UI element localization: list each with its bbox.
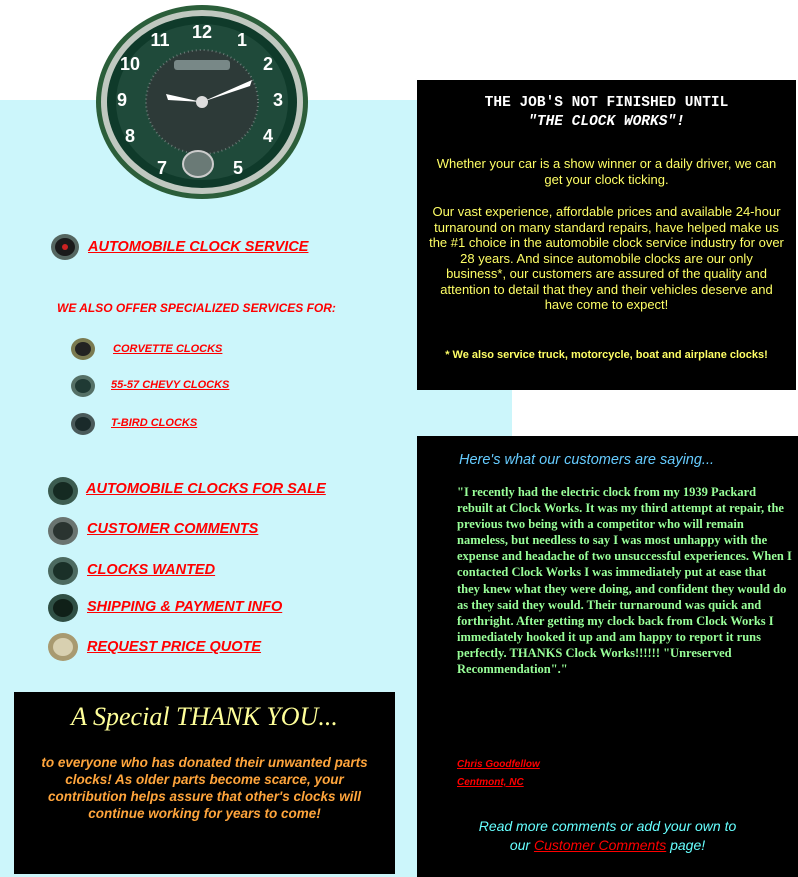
job-paragraph-1: Whether your car is a show winner or a daily driver, we can get your clock ticking.: [436, 156, 777, 187]
clock-number: 7: [156, 158, 168, 178]
shipping-payment-link[interactable]: SHIPPING & PAYMENT INFO: [87, 599, 283, 615]
clock-icon: [47, 593, 79, 623]
clock-number: 5: [232, 158, 244, 178]
hero-clock-image: [92, 2, 312, 202]
tbird-clock-icon: [70, 412, 96, 436]
thank-you-body: to everyone who has donated their unwanted parts clocks! As older parts become scarce, your contribution helps assure that other's clocks will continue working for years to come!: [41, 755, 368, 821]
clock-number: 1: [236, 30, 248, 50]
clock-icon: [50, 233, 80, 261]
corvette-clocks-link[interactable]: CORVETTE CLOCKS: [113, 343, 223, 355]
clock-icon: [47, 556, 79, 586]
thank-you-title: A Special THANK YOU...: [71, 702, 338, 731]
also-offer-text: WE ALSO OFFER SPECIALIZED SERVICES FOR:: [57, 301, 336, 315]
customer-comments-page-link[interactable]: Customer Comments: [533, 837, 667, 853]
clock-number: 3: [272, 90, 284, 110]
read-more-line1: Read more comments or add your own to: [478, 818, 737, 834]
job-paragraph-2: Our vast experience, affordable prices and available 24-hour turnaround on many standard repairs, have helped make us the #1 choice in the automobile clock service industry for over 28 years. And since automobile clocks are our only business*, our customers are assured of the quality and attention to detail that they and their vehicles deserve and have come to expect!: [429, 204, 784, 312]
job-info-box: [417, 80, 796, 390]
job-title-line2: "THE CLOCK WORKS"!: [528, 114, 685, 130]
job-title: [417, 94, 796, 132]
job-title-line1: THE JOB'S NOT FINISHED UNTIL: [484, 95, 729, 111]
clock-number: 4: [262, 126, 274, 146]
read-more-page: page!: [670, 837, 706, 853]
corvette-clock-icon: [70, 337, 96, 361]
clock-number: 11: [150, 30, 170, 50]
request-price-quote-link[interactable]: REQUEST PRICE QUOTE: [87, 639, 262, 655]
thank-you-box: [14, 692, 395, 874]
clock-number: 9: [116, 90, 128, 110]
clock-icon: [47, 476, 79, 506]
testimonial-quote: "I recently had the electric clock from my 1939 Packard rebuilt at Clock Works. It was my third attempt at repair, the previous two being with a competitor who will remain nameless, but needless to say I was most unhappy with the expense and headache of two unsuccessful experiences. When I contacted Clock Works I was immediately put at ease that they knew what they were doing, and confident they would do as they said they would. Their turnaround was quick and forthright. After getting my clock back from Clock Works I immediately hooked it up and am happy to report it runs perfectly. THANKS Clock Works!!!!!! "Unreserved Recommendation".": [457, 485, 792, 677]
clocks-for-sale-link[interactable]: AUTOMOBILE CLOCKS FOR SALE: [86, 481, 326, 497]
clock-icon: [47, 516, 79, 546]
read-more-our: our: [509, 837, 531, 853]
clock-number: 2: [262, 54, 274, 74]
tbird-clocks-link[interactable]: T-BIRD CLOCKS: [111, 417, 198, 429]
chevy-clock-icon: [70, 374, 96, 398]
customer-comments-link[interactable]: CUSTOMER COMMENTS: [87, 521, 259, 537]
clocks-wanted-link[interactable]: CLOCKS WANTED: [87, 562, 216, 578]
testimonial-signature-name: Chris Goodfellow: [457, 759, 540, 770]
clock-number: 12: [191, 22, 213, 42]
clock-number: 8: [124, 126, 136, 146]
clock-icon: [47, 632, 79, 662]
clock-number: 10: [119, 54, 141, 74]
testimonial-signature-place: Centmont, NC: [457, 777, 524, 788]
customer-testimonials-box: [417, 436, 798, 877]
testimonials-heading: Here's what our customers are saying...: [459, 452, 715, 468]
chevy-clocks-link[interactable]: 55-57 CHEVY CLOCKS: [111, 379, 230, 391]
read-more-text: [417, 817, 798, 855]
job-note: * We also service truck, motorcycle, boat and airplane clocks!: [445, 349, 768, 361]
automobile-clock-service-link[interactable]: AUTOMOBILE CLOCK SERVICE: [88, 239, 309, 255]
